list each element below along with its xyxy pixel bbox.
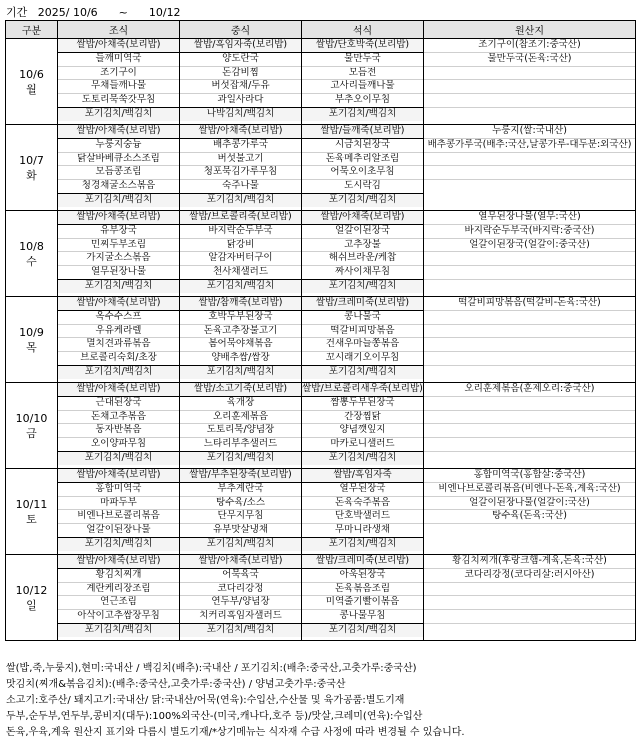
breakfast-item: 조기구이 bbox=[58, 66, 179, 80]
breakfast-item: 황김치찌개 bbox=[95, 568, 142, 580]
day-of-week: 월 bbox=[26, 82, 37, 96]
dinner-item: 짜사이채무침 bbox=[302, 265, 423, 279]
origin-item bbox=[424, 523, 635, 537]
dinner-item: 떡갈비피망볶음 bbox=[302, 324, 423, 338]
origin-item: 오리훈제볶음(훈제오리:중국산) bbox=[464, 383, 595, 394]
day-cell bbox=[6, 383, 58, 469]
lunch-item: 돈감비찜 bbox=[180, 66, 301, 80]
day-cell bbox=[6, 125, 58, 211]
day-row bbox=[6, 125, 636, 211]
breakfast-item: 얼갈이된장나물 bbox=[58, 523, 179, 537]
lunch-item: 포기김치/백김치 bbox=[180, 279, 301, 293]
origin-item bbox=[424, 582, 635, 596]
origin-item: 바지락순두부국(바지락:중국산) bbox=[424, 224, 635, 238]
day-row bbox=[6, 469, 636, 555]
origin-item bbox=[424, 351, 635, 365]
day-date: 10/10 bbox=[15, 411, 48, 425]
dinner-item: 도시락김 bbox=[302, 179, 423, 193]
lunch-item: 포기김치/백김치 bbox=[180, 365, 301, 379]
dinner-item: 짬뽕두부된장국 bbox=[330, 396, 395, 408]
breakfast-item: 포기김치/백김치 bbox=[58, 107, 179, 121]
breakfast-item: 쌀밥/아채죽(보리밥) bbox=[58, 383, 179, 397]
breakfast-cell bbox=[58, 125, 180, 211]
dinner-item: 시금치된장국 bbox=[334, 138, 391, 150]
header-lunch: 중식 bbox=[180, 21, 302, 39]
day-of-week: 수 bbox=[26, 254, 37, 268]
breakfast-item: 포기김치/백김치 bbox=[58, 279, 179, 293]
dinner-item: 포기김치/백김치 bbox=[302, 107, 423, 121]
lunch-item: 쌀밥/흑임자죽(보리밥) bbox=[180, 39, 301, 53]
origin-item bbox=[424, 310, 635, 324]
header-row bbox=[6, 21, 636, 39]
breakfast-item: 연근조림 bbox=[58, 595, 179, 609]
lunch-item: 치커리흑임자샐러드 bbox=[180, 609, 301, 623]
breakfast-cell bbox=[58, 297, 180, 383]
dinner-item: 부추오이무침 bbox=[302, 93, 423, 107]
breakfast-item: 옥수수스프 bbox=[95, 310, 142, 322]
dinner-item: 고사리들깨나물 bbox=[302, 79, 423, 93]
lunch-item: 호박두부된장국 bbox=[208, 310, 273, 322]
breakfast-item: 유부장국 bbox=[100, 224, 137, 236]
origin-cell bbox=[424, 39, 636, 125]
origin-item: 물만두국(돈육:국산) bbox=[424, 52, 635, 66]
lunch-cell bbox=[180, 469, 302, 555]
day-row bbox=[6, 297, 636, 383]
dinner-item: 포기김치/백김치 bbox=[302, 193, 423, 207]
lunch-item: 포기김치/백김치 bbox=[180, 623, 301, 637]
day-cell bbox=[6, 555, 58, 641]
lunch-item: 탕수육/소스 bbox=[180, 496, 301, 510]
breakfast-item: 계란케리장조림 bbox=[58, 582, 179, 596]
origin-item: 얼갈이된장나물(얼갈이:국산) bbox=[424, 496, 635, 510]
dinner-cell bbox=[302, 39, 424, 125]
lunch-item: 나박김치/백김치 bbox=[180, 107, 301, 121]
header-dinner: 석식 bbox=[302, 21, 424, 39]
footnote-line: 두부,순두부,연두부,콩비지(대두):100%외국산-(미국,캐나다,호주 등)/맛살,크레미(연육):수입산 bbox=[6, 711, 423, 722]
breakfast-item: 오이양파무침 bbox=[58, 437, 179, 451]
dinner-item: 열무된장국 bbox=[339, 482, 386, 494]
day-date: 10/6 bbox=[19, 67, 44, 81]
lunch-item: 쌀밥/부추된장죽(보리밥) bbox=[180, 469, 301, 483]
origin-item bbox=[424, 152, 635, 166]
origin-item bbox=[424, 66, 635, 80]
day-of-week: 토 bbox=[26, 512, 37, 526]
origin-item: 홍합미역국(홍합살:중국산) bbox=[473, 469, 586, 480]
lunch-item: 연두부/양념장 bbox=[180, 595, 301, 609]
lunch-item: 포기김치/백김치 bbox=[180, 451, 301, 465]
lunch-item: 쌀밥/브로콜리죽(보리밥) bbox=[180, 211, 301, 225]
breakfast-item: 포기김치/백김치 bbox=[58, 537, 179, 551]
dinner-item: 콩나물국 bbox=[344, 310, 381, 322]
breakfast-cell bbox=[58, 383, 180, 469]
day-row bbox=[6, 211, 636, 297]
breakfast-cell bbox=[58, 39, 180, 125]
dinner-item: 아욱된장국 bbox=[339, 568, 386, 580]
lunch-item: 돈육고추장불고기 bbox=[180, 324, 301, 338]
lunch-item: 코다리강정 bbox=[180, 582, 301, 596]
lunch-item: 쌀밥/참깨죽(보리밥) bbox=[180, 297, 301, 311]
dinner-cell bbox=[302, 469, 424, 555]
breakfast-item: 쌀밥/아채죽(보리밥) bbox=[58, 469, 179, 483]
lunch-item: 도토리묵/양념장 bbox=[180, 423, 301, 437]
lunch-item: 쌀밥/아채죽(보리밥) bbox=[180, 125, 301, 139]
lunch-item: 알감자버터구이 bbox=[180, 251, 301, 265]
breakfast-item: 청경채굴소스볶음 bbox=[58, 179, 179, 193]
origin-item bbox=[424, 265, 635, 279]
lunch-item: 버섯잡채/두유 bbox=[180, 79, 301, 93]
footnote-line: 쌀(밥,죽,누룽지),현미:국내산 / 백김치(배추):국내산 / 포기김치:(배추:중국산,고춧가루:중국산) bbox=[6, 663, 417, 674]
dinner-item: 쌀밥/흑임자죽 bbox=[302, 469, 423, 483]
dinner-item: 콩나물무침 bbox=[302, 609, 423, 623]
dinner-item: 무마니라생채 bbox=[302, 523, 423, 537]
lunch-item: 봄어묵야채볶음 bbox=[180, 337, 301, 351]
lunch-item: 과일사라다 bbox=[180, 93, 301, 107]
breakfast-item: 쌀밥/아채죽(보리밥) bbox=[58, 211, 179, 225]
period-line bbox=[6, 4, 181, 20]
day-date: 10/11 bbox=[15, 497, 48, 511]
breakfast-item: 쌀밥/아채죽(보리밥) bbox=[58, 125, 179, 139]
breakfast-item: 근대된장국 bbox=[95, 396, 142, 408]
header-breakfast: 조식 bbox=[58, 21, 180, 39]
dinner-cell bbox=[302, 211, 424, 297]
lunch-item: 육개장 bbox=[226, 396, 255, 408]
day-cell bbox=[6, 39, 58, 125]
origin-item: 떡갈비피망볶음(떡갈비-돈육:국산) bbox=[458, 297, 601, 308]
lunch-item: 천사채샐러드 bbox=[180, 265, 301, 279]
dinner-item: 물만두국 bbox=[344, 52, 381, 64]
origin-item bbox=[424, 365, 635, 379]
origin-item: 얼갈이된장국(얼갈이:중국산) bbox=[424, 238, 635, 252]
dinner-item: 마카로니샐러드 bbox=[302, 437, 423, 451]
period-label: 기간 bbox=[6, 6, 28, 19]
dinner-item: 쌀밥/크레미죽(보리밥) bbox=[302, 297, 423, 311]
dinner-item: 단호박샐러드 bbox=[302, 509, 423, 523]
day-cell bbox=[6, 469, 58, 555]
breakfast-item: 쌀밥/아채죽(보리밥) bbox=[58, 555, 179, 569]
dinner-cell bbox=[302, 555, 424, 641]
breakfast-item: 도토리묵쑥갓무침 bbox=[58, 93, 179, 107]
lunch-cell bbox=[180, 211, 302, 297]
dinner-item: 해쉬브라운/케찹 bbox=[302, 251, 423, 265]
lunch-item: 포기김치/백김치 bbox=[180, 193, 301, 207]
origin-cell bbox=[424, 555, 636, 641]
breakfast-cell bbox=[58, 211, 180, 297]
breakfast-item: 아삭이고추쌈장무침 bbox=[58, 609, 179, 623]
lunch-item: 버섯불고기 bbox=[180, 152, 301, 166]
origin-item bbox=[424, 79, 635, 93]
period-start: 2025/ 10/6 bbox=[37, 6, 98, 19]
dinner-item: 미역줄기빨이볶음 bbox=[302, 595, 423, 609]
breakfast-item: 들깨미역국 bbox=[95, 52, 142, 64]
day-date: 10/7 bbox=[19, 153, 44, 167]
day-of-week: 일 bbox=[26, 598, 37, 612]
lunch-item: 배추콩가루국 bbox=[212, 138, 269, 150]
breakfast-item: 쌀밥/아채죽(보리밥) bbox=[58, 297, 179, 311]
lunch-item: 어묵육국 bbox=[222, 568, 259, 580]
dinner-item: 돈육숙주볶음 bbox=[302, 496, 423, 510]
lunch-item: 쌀밥/소고기죽(보리밥) bbox=[180, 383, 301, 397]
day-cell bbox=[6, 297, 58, 383]
origin-item bbox=[424, 410, 635, 424]
day-row bbox=[6, 39, 636, 125]
lunch-cell bbox=[180, 555, 302, 641]
dinner-item: 간장찜닭 bbox=[302, 410, 423, 424]
breakfast-item: 무채들깨나물 bbox=[58, 79, 179, 93]
breakfast-item: 민찌두부조림 bbox=[58, 238, 179, 252]
origin-item bbox=[424, 165, 635, 179]
dinner-cell bbox=[302, 297, 424, 383]
origin-item bbox=[424, 451, 635, 465]
period-end: 10/12 bbox=[148, 6, 181, 19]
breakfast-cell bbox=[58, 469, 180, 555]
origin-item: 열무된장나물(열무:국산) bbox=[478, 211, 581, 222]
dinner-item: 양념깻잎지 bbox=[302, 423, 423, 437]
origin-cell bbox=[424, 125, 636, 211]
dinner-item: 얼갈이된장국 bbox=[334, 224, 391, 236]
dinner-item: 어묵오이초무침 bbox=[302, 165, 423, 179]
breakfast-item: 포기김치/백김치 bbox=[58, 623, 179, 637]
lunch-item: 청포묵김가루무침 bbox=[180, 165, 301, 179]
dinner-item: 쌀밥/아채죽(보리밥) bbox=[302, 211, 423, 225]
day-date: 10/9 bbox=[19, 325, 44, 339]
menu-body bbox=[6, 39, 636, 641]
breakfast-item: 모듬콩조림 bbox=[58, 165, 179, 179]
origin-item: 코다리강정(코다리살:러시아산) bbox=[424, 568, 635, 582]
breakfast-item: 포기김치/백김치 bbox=[58, 365, 179, 379]
breakfast-item: 브로콜리숙회/초장 bbox=[58, 351, 179, 365]
origin-item bbox=[424, 251, 635, 265]
day-date: 10/8 bbox=[19, 239, 44, 253]
lunch-item: 쌀밥/아채죽(보리밥) bbox=[180, 555, 301, 569]
dinner-cell bbox=[302, 383, 424, 469]
footnote-line: 맛김치(찌개&볶음김치):(배추:중국산,고춧가루:중국산) / 양념고춧가루:중국산 bbox=[6, 679, 346, 690]
origin-item: 비엔나브로콜리볶음(비엔나-돈육,계육:국산) bbox=[424, 482, 635, 496]
dinner-item: 포기김치/백김치 bbox=[302, 623, 423, 637]
origin-cell bbox=[424, 297, 636, 383]
header-category: 구분 bbox=[6, 21, 58, 39]
lunch-item: 양도란국 bbox=[222, 52, 259, 64]
breakfast-cell bbox=[58, 555, 180, 641]
origin-item bbox=[424, 396, 635, 410]
lunch-item: 양배추쌈/쌈장 bbox=[180, 351, 301, 365]
dinner-item: 모듬전 bbox=[302, 66, 423, 80]
weekly-menu-table bbox=[5, 20, 636, 641]
dinner-item: 포기김치/백김치 bbox=[302, 451, 423, 465]
lunch-item: 부추계란국 bbox=[217, 482, 264, 494]
breakfast-item: 돈채고추볶음 bbox=[58, 410, 179, 424]
dinner-item: 쌀밥/들깨죽(보리밥) bbox=[302, 125, 423, 139]
origin-item bbox=[424, 279, 635, 293]
dinner-item: 고추장불 bbox=[302, 238, 423, 252]
breakfast-item: 비엔나브로콜리볶음 bbox=[58, 509, 179, 523]
dinner-item: 건새우마늘쫑볶음 bbox=[302, 337, 423, 351]
breakfast-item: 마파두부 bbox=[58, 496, 179, 510]
lunch-cell bbox=[180, 125, 302, 211]
origin-item: 황김치찌개(후랑크햄-계육,돈육:국산) bbox=[452, 555, 607, 566]
origin-item bbox=[424, 423, 635, 437]
dinner-item: 돈육볶음조림 bbox=[302, 582, 423, 596]
origin-item: 누룽지(쌀:국내산) bbox=[492, 125, 567, 136]
lunch-item: 포기김치/백김치 bbox=[180, 537, 301, 551]
origin-item bbox=[424, 623, 635, 637]
origin-item bbox=[424, 107, 635, 121]
origin-item: 탕수육(돈육:국산) bbox=[424, 509, 635, 523]
origin-item: 배추콩가루국(배추:국산,날콩가루-대두분:외국산) bbox=[424, 138, 635, 152]
breakfast-item: 가지굴소스볶음 bbox=[58, 251, 179, 265]
origin-cell bbox=[424, 383, 636, 469]
lunch-item: 숙주나물 bbox=[180, 179, 301, 193]
dinner-item: 포기김치/백김치 bbox=[302, 537, 423, 551]
lunch-cell bbox=[180, 297, 302, 383]
breakfast-item: 포기김치/백김치 bbox=[58, 451, 179, 465]
origin-item bbox=[424, 93, 635, 107]
day-of-week: 금 bbox=[26, 426, 37, 440]
day-of-week: 목 bbox=[26, 340, 37, 354]
origin-item bbox=[424, 337, 635, 351]
breakfast-item: 포기김치/백김치 bbox=[58, 193, 179, 207]
origin-item bbox=[424, 437, 635, 451]
dinner-item: 쌀밥/브로콜리새우죽(보리밥) bbox=[302, 383, 423, 397]
dinner-item: 포기김치/백김치 bbox=[302, 365, 423, 379]
origin-cell bbox=[424, 469, 636, 555]
lunch-item: 단무지무침 bbox=[180, 509, 301, 523]
breakfast-item: 멸치견과류볶음 bbox=[58, 337, 179, 351]
lunch-cell bbox=[180, 39, 302, 125]
day-row bbox=[6, 383, 636, 469]
origin-item bbox=[424, 595, 635, 609]
dinner-item: 쌀밥/크레미죽(보리밥) bbox=[302, 555, 423, 569]
dinner-item: 돈육메추리알조림 bbox=[302, 152, 423, 166]
breakfast-item: 동자반볶음 bbox=[58, 423, 179, 437]
lunch-item: 오리훈제볶음 bbox=[180, 410, 301, 424]
dinner-item: 쌀밥/단호박죽(보리밥) bbox=[302, 39, 423, 53]
day-date: 10/12 bbox=[15, 583, 48, 597]
breakfast-item: 우유케라렐 bbox=[58, 324, 179, 338]
origin-item: 조기구이(참조기:중국산) bbox=[478, 39, 581, 50]
footnote-line: 소고기:호주산/ 돼지고기:국내산/ 닭:국내산/어묵(연육):수입산,수산물 및 육가공품:별도기재 bbox=[6, 695, 405, 706]
breakfast-item: 쌀밥/아채죽(보리밥) bbox=[58, 39, 179, 53]
header-origin: 원산지 bbox=[424, 21, 636, 39]
origin-item bbox=[424, 179, 635, 193]
lunch-item: 유부맛살냉채 bbox=[180, 523, 301, 537]
lunch-item: 닭강비 bbox=[180, 238, 301, 252]
day-row bbox=[6, 555, 636, 641]
origin-cell bbox=[424, 211, 636, 297]
breakfast-item: 홍합미역국 bbox=[95, 482, 142, 494]
footnotes bbox=[6, 661, 636, 741]
footnote-line: 돈육,우육,계육 원산지 표기와 다름시 별도기재/*상기메뉴는 식자재 수급 사정에 따라 변경될 수 있습니다. bbox=[6, 727, 465, 738]
day-of-week: 화 bbox=[26, 168, 37, 182]
origin-item bbox=[424, 609, 635, 623]
day-cell bbox=[6, 211, 58, 297]
origin-item bbox=[424, 324, 635, 338]
breakfast-item: 열무된장나물 bbox=[58, 265, 179, 279]
dinner-item: 포기김치/백김치 bbox=[302, 279, 423, 293]
dinner-cell bbox=[302, 125, 424, 211]
breakfast-item: 닭살바베큐소스조림 bbox=[58, 152, 179, 166]
breakfast-item: 누룽지숭늉 bbox=[95, 138, 142, 150]
lunch-item: 바지락순두부국 bbox=[208, 224, 273, 236]
lunch-cell bbox=[180, 383, 302, 469]
dinner-item: 꼬시래기오이무침 bbox=[302, 351, 423, 365]
period-dash: ~ bbox=[118, 6, 128, 19]
lunch-item: 느타리부추샐러드 bbox=[180, 437, 301, 451]
